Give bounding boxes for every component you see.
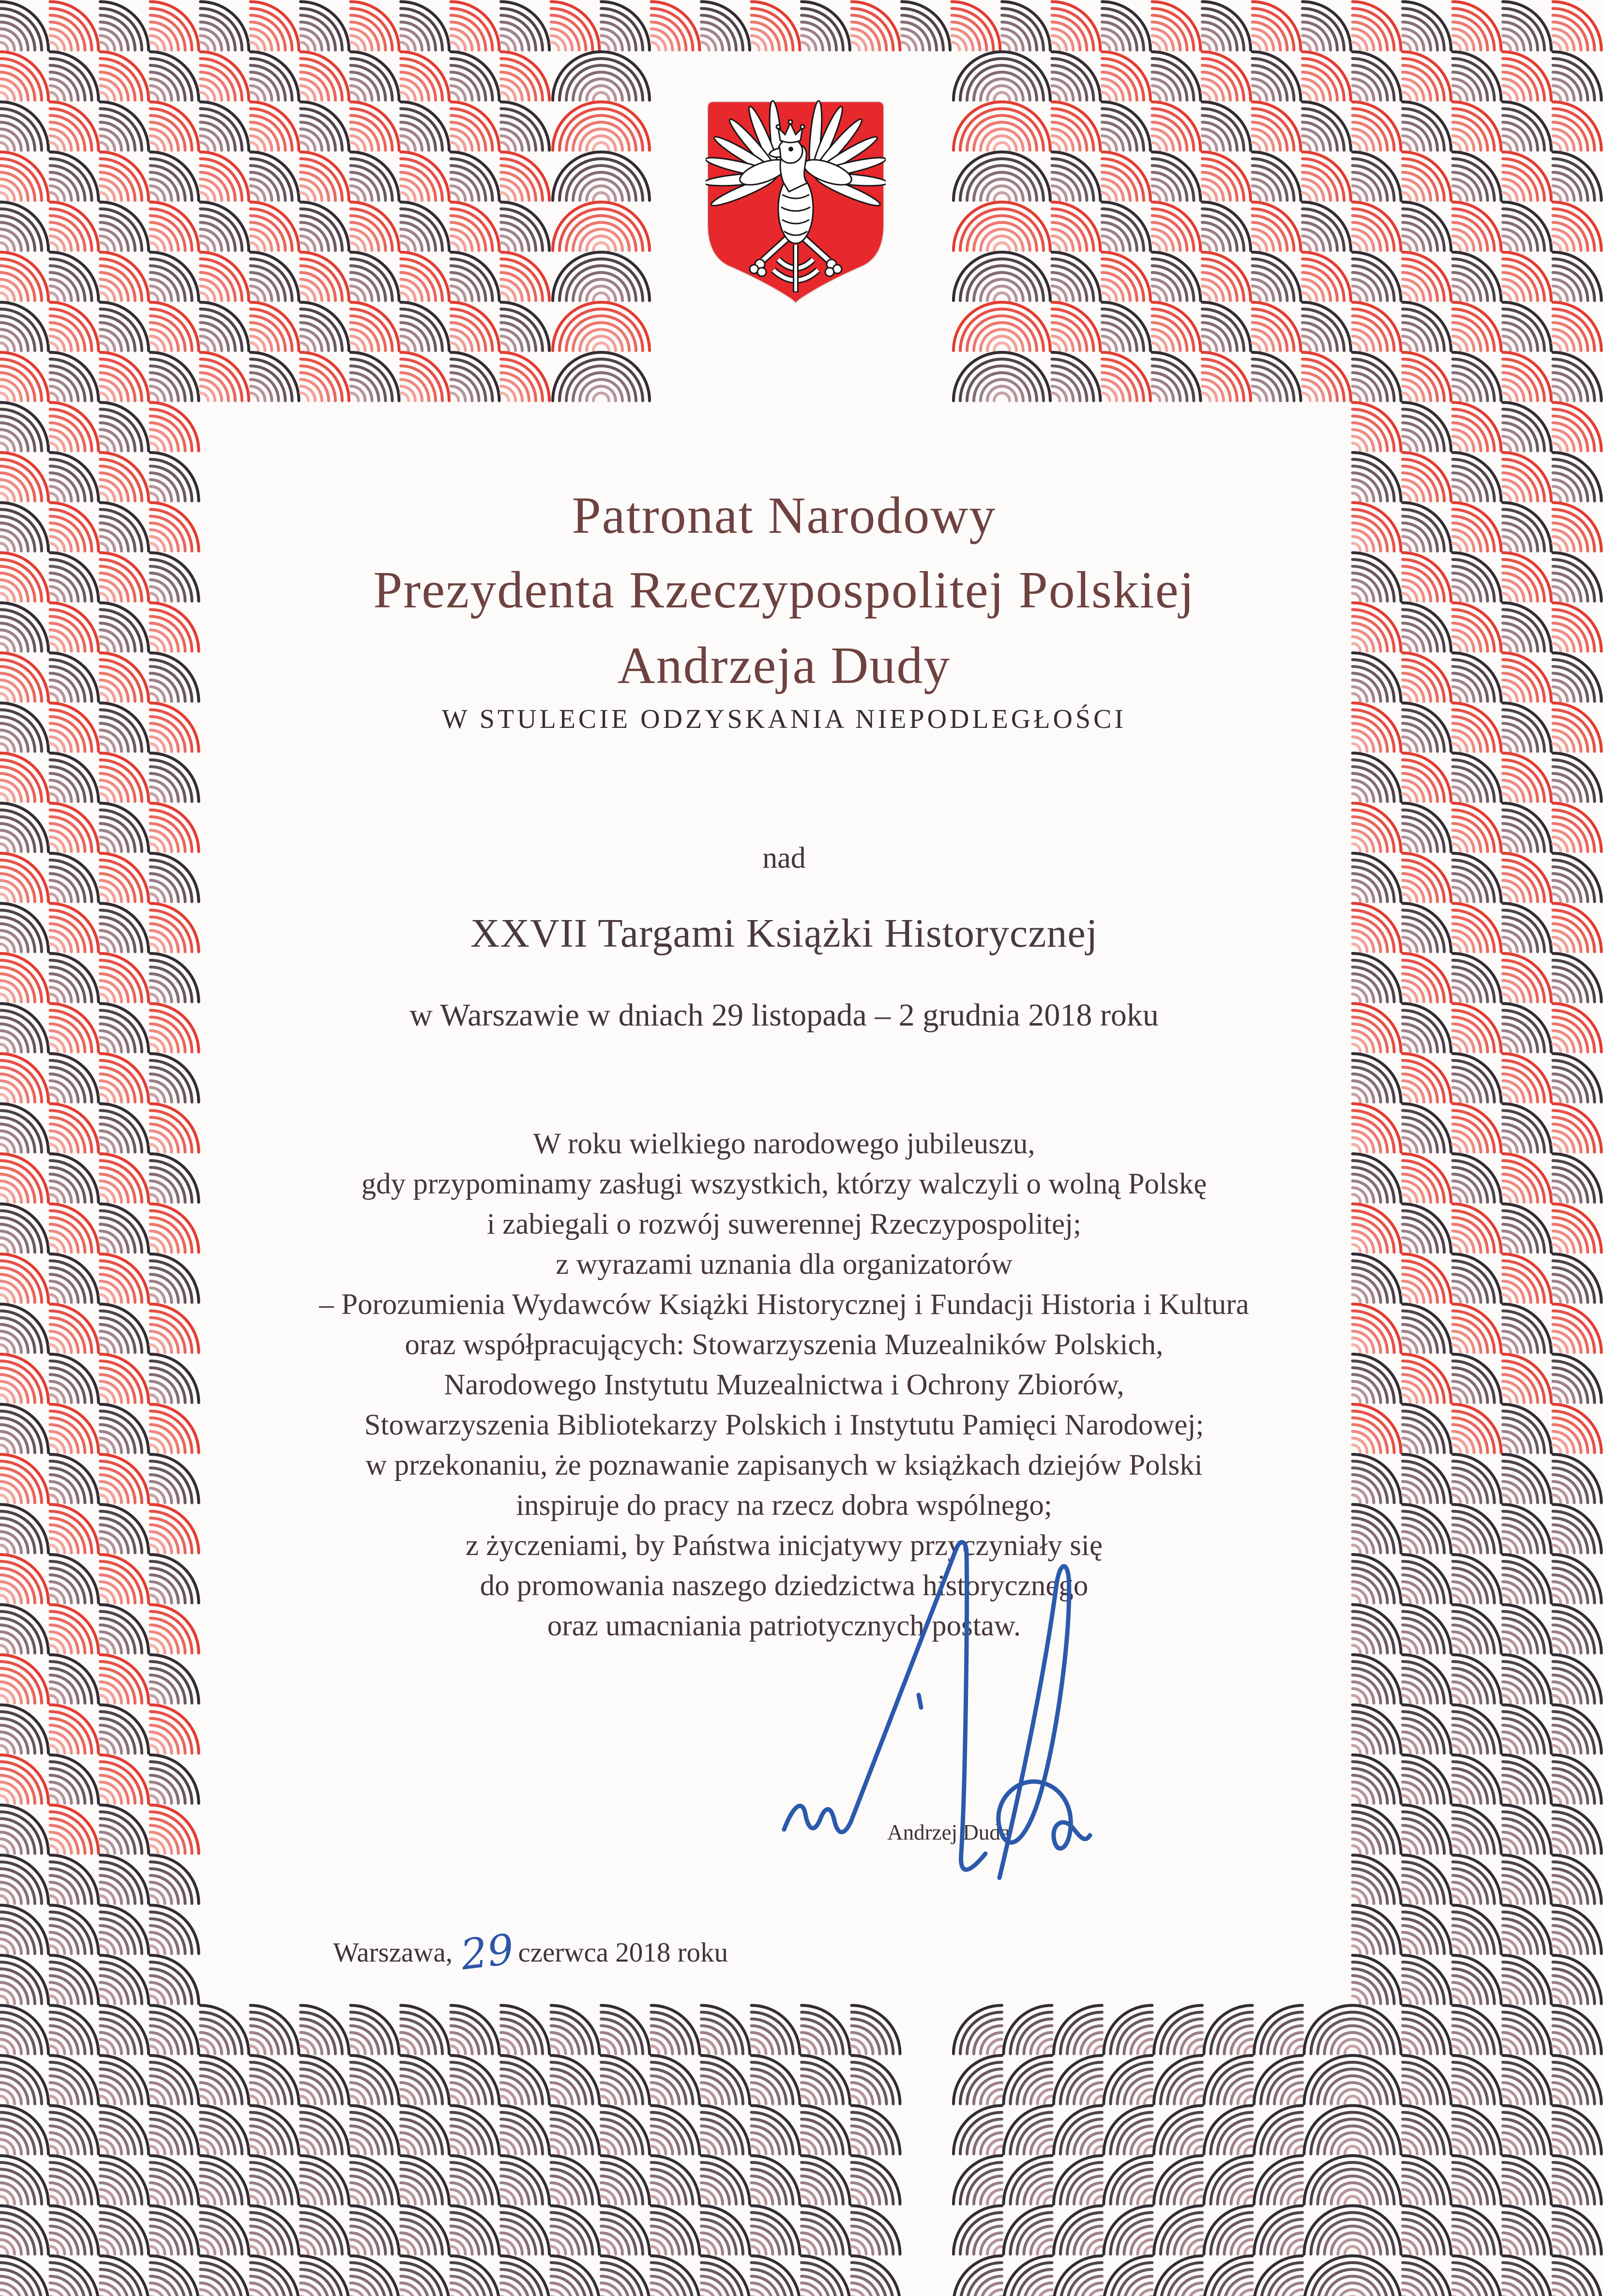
body-line: oraz umacniania patriotycznych postaw.: [547, 1610, 1021, 1642]
body-line: Narodowego Instytutu Muzealnictwa i Ochrony Zbiorów,: [444, 1369, 1124, 1401]
body-line: oraz współpracujących: Stowarzyszenia Muzealników Polskich,: [405, 1329, 1164, 1361]
title-line-1: Patronat Narodowy: [572, 487, 997, 544]
body-line: W roku wielkiego narodowego jubileuszu,: [533, 1128, 1035, 1160]
eagle-eye: [789, 148, 793, 151]
subtitle-caps: W STULECIE ODZYSKANIA NIEPODLEGŁOŚCI: [441, 704, 1127, 734]
event-title: XXVII Targami Książki Historycznej: [470, 911, 1098, 956]
body-line: gdy przypominamy zasługi wszystkich, którzy walczyli o wolną Polskę: [361, 1168, 1207, 1200]
body-line: i zabiegali o rozwój suwerennej Rzeczypospolitej;: [486, 1208, 1082, 1240]
body-line: z wyrazami uznania dla organizatorów: [556, 1248, 1013, 1281]
event-details: w Warszawie w dniach 29 listopada – 2 grudnia 2018 roku: [409, 997, 1159, 1033]
preposition-nad: nad: [762, 842, 806, 875]
date-day-handwritten: 29: [458, 1925, 517, 1980]
date-rest: czerwca 2018 roku: [518, 1937, 728, 1968]
body-line: inspiruje do pracy na rzecz dobra wspólnego;: [516, 1489, 1052, 1522]
body-line: – Porozumienia Wydawców Książki Historycznej i Fundacji Historia i Kultura: [319, 1288, 1249, 1321]
poland-coat-of-arms: [706, 100, 886, 305]
body-line: do promowania naszego dziedzictwa historycznego: [480, 1570, 1089, 1602]
title-line-3: Andrzeja Dudy: [617, 637, 951, 695]
body-line: w przekonaniu, że poznawanie zapisanych w książkach dziejów Polski: [365, 1449, 1203, 1481]
title-line-2: Prezydenta Rzeczypospolitej Polskiej: [373, 561, 1195, 619]
body-line: Stowarzyszenia Bibliotekarzy Polskich i Instytutu Pamięci Narodowej;: [364, 1409, 1204, 1441]
date-line: [333, 1925, 728, 1980]
date-city: Warszawa,: [333, 1937, 453, 1968]
signatory-name: Andrzej Duda: [887, 1820, 1010, 1844]
body-line: z życzeniami, by Państwa inicjatywy przyczyniały się: [465, 1529, 1103, 1562]
signature-ink: [711, 1515, 1137, 1921]
